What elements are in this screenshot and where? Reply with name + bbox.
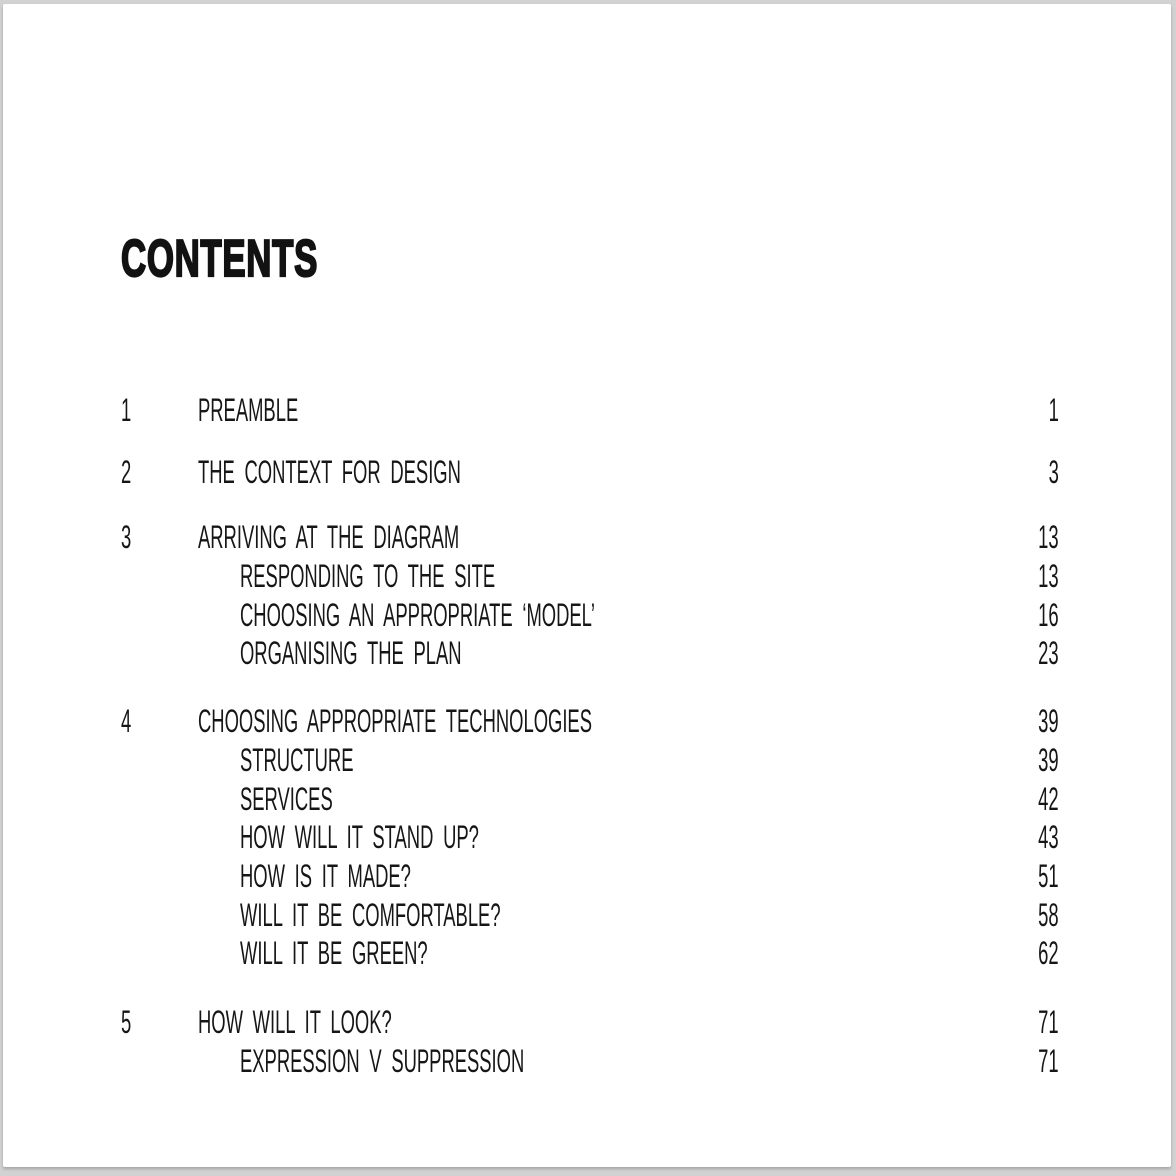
toc-subentry bbox=[121, 934, 1059, 973]
entry-number: 1 bbox=[121, 392, 132, 428]
subentry-page-cell bbox=[1023, 857, 1059, 896]
subentry-page-number: 62 bbox=[1038, 935, 1059, 972]
page-title: CONTENTS bbox=[121, 230, 318, 288]
subentry-title: RESPONDING TO THE SITE bbox=[240, 558, 496, 595]
toc-entry bbox=[121, 453, 1059, 492]
subentry-page-number: 42 bbox=[1038, 780, 1059, 817]
subentry-title-cell bbox=[198, 780, 1023, 819]
table-of-contents bbox=[121, 391, 1059, 1080]
subentry-title-cell bbox=[198, 557, 1023, 596]
toc-section bbox=[121, 453, 1059, 492]
entry-page-number: 39 bbox=[1038, 703, 1059, 740]
entry-page-number: 71 bbox=[1038, 1003, 1059, 1040]
toc-subentry bbox=[121, 741, 1059, 780]
subentry-page-number: 16 bbox=[1038, 596, 1059, 633]
subentry-page-cell bbox=[1023, 896, 1059, 935]
subentry-page-cell bbox=[1023, 1042, 1059, 1081]
entry-title: CHOOSING APPROPRIATE TECHNOLOGIES bbox=[198, 703, 592, 740]
entry-title: PREAMBLE bbox=[198, 392, 299, 428]
toc-entry bbox=[121, 518, 1059, 557]
entry-title-cell bbox=[198, 1003, 1023, 1042]
toc-subentry bbox=[121, 634, 1059, 673]
entry-title-cell bbox=[198, 453, 1041, 492]
toc-subentry bbox=[121, 896, 1059, 935]
toc-subentry bbox=[121, 1042, 1059, 1081]
subentry-title-cell bbox=[198, 818, 1023, 857]
subentry-title: SERVICES bbox=[240, 780, 333, 817]
subentry-title-cell bbox=[198, 741, 1023, 780]
subentry-title: HOW IS IT MADE? bbox=[240, 857, 411, 894]
toc-section bbox=[121, 391, 1059, 430]
entry-number: 4 bbox=[121, 703, 132, 740]
entry-title-cell bbox=[198, 702, 1023, 741]
toc-subentry bbox=[121, 780, 1059, 819]
toc-subentry bbox=[121, 857, 1059, 896]
toc-section bbox=[121, 702, 1059, 973]
toc-entry bbox=[121, 1003, 1059, 1042]
subentry-page-cell bbox=[1023, 741, 1059, 780]
entry-title-cell bbox=[198, 518, 1023, 557]
entry-page-cell bbox=[1023, 518, 1059, 557]
entry-number-cell bbox=[121, 702, 198, 741]
entry-page-number: 3 bbox=[1048, 453, 1059, 490]
subentry-page-number: 58 bbox=[1038, 896, 1059, 933]
entry-number-cell bbox=[121, 391, 198, 430]
toc-entry bbox=[121, 391, 1059, 430]
subentry-title: HOW WILL IT STAND UP? bbox=[240, 819, 479, 856]
subentry-title: EXPRESSION V SUPPRESSION bbox=[240, 1042, 525, 1079]
subentry-page-number: 23 bbox=[1038, 635, 1059, 672]
toc-section bbox=[121, 518, 1059, 673]
entry-title: ARRIVING AT THE DIAGRAM bbox=[198, 519, 460, 556]
subentry-page-number: 39 bbox=[1038, 741, 1059, 778]
subentry-title-cell bbox=[198, 896, 1023, 935]
entry-page-cell bbox=[1023, 702, 1059, 741]
subentry-title-cell bbox=[198, 1042, 1023, 1081]
entry-number: 5 bbox=[121, 1003, 132, 1040]
entry-page-cell bbox=[1023, 1003, 1059, 1042]
toc-subentry bbox=[121, 596, 1059, 635]
toc-subentry bbox=[121, 818, 1059, 857]
entry-title: HOW WILL IT LOOK? bbox=[198, 1003, 392, 1040]
entry-number: 2 bbox=[121, 453, 132, 490]
entry-number-cell bbox=[121, 1003, 198, 1042]
subentry-title: STRUCTURE bbox=[240, 741, 354, 778]
subentry-page-number: 13 bbox=[1038, 558, 1059, 595]
entry-number-cell bbox=[121, 518, 198, 557]
entry-number-cell bbox=[121, 453, 198, 492]
subentry-page-cell bbox=[1023, 934, 1059, 973]
subentry-title: WILL IT BE GREEN? bbox=[240, 935, 428, 972]
subentry-title: WILL IT BE COMFORTABLE? bbox=[240, 896, 501, 933]
entry-page-cell bbox=[1041, 391, 1059, 430]
subentry-page-cell bbox=[1023, 557, 1059, 596]
entry-number: 3 bbox=[121, 519, 132, 556]
contents-heading bbox=[121, 230, 415, 288]
document-page bbox=[3, 4, 1171, 1167]
entry-page-number: 13 bbox=[1038, 519, 1059, 556]
subentry-title-cell bbox=[198, 596, 1023, 635]
subentry-page-number: 51 bbox=[1038, 857, 1059, 894]
subentry-page-cell bbox=[1023, 780, 1059, 819]
subentry-title-cell bbox=[198, 857, 1023, 896]
entry-title: THE CONTEXT FOR DESIGN bbox=[198, 453, 461, 490]
subentry-page-number: 43 bbox=[1038, 819, 1059, 856]
subentry-title: CHOOSING AN APPROPRIATE ‘MODEL’ bbox=[240, 596, 595, 633]
toc-entry bbox=[121, 702, 1059, 741]
toc-section bbox=[121, 1003, 1059, 1080]
subentry-title-cell bbox=[198, 934, 1023, 973]
subentry-page-cell bbox=[1023, 634, 1059, 673]
entry-page-cell bbox=[1041, 453, 1059, 492]
subentry-page-number: 71 bbox=[1038, 1042, 1059, 1079]
subentry-title-cell bbox=[198, 634, 1023, 673]
subentry-page-cell bbox=[1023, 818, 1059, 857]
toc-subentry bbox=[121, 557, 1059, 596]
subentry-title: ORGANISING THE PLAN bbox=[240, 635, 462, 672]
entry-page-number: 1 bbox=[1048, 392, 1059, 428]
subentry-page-cell bbox=[1023, 596, 1059, 635]
entry-title-cell bbox=[198, 391, 1041, 430]
